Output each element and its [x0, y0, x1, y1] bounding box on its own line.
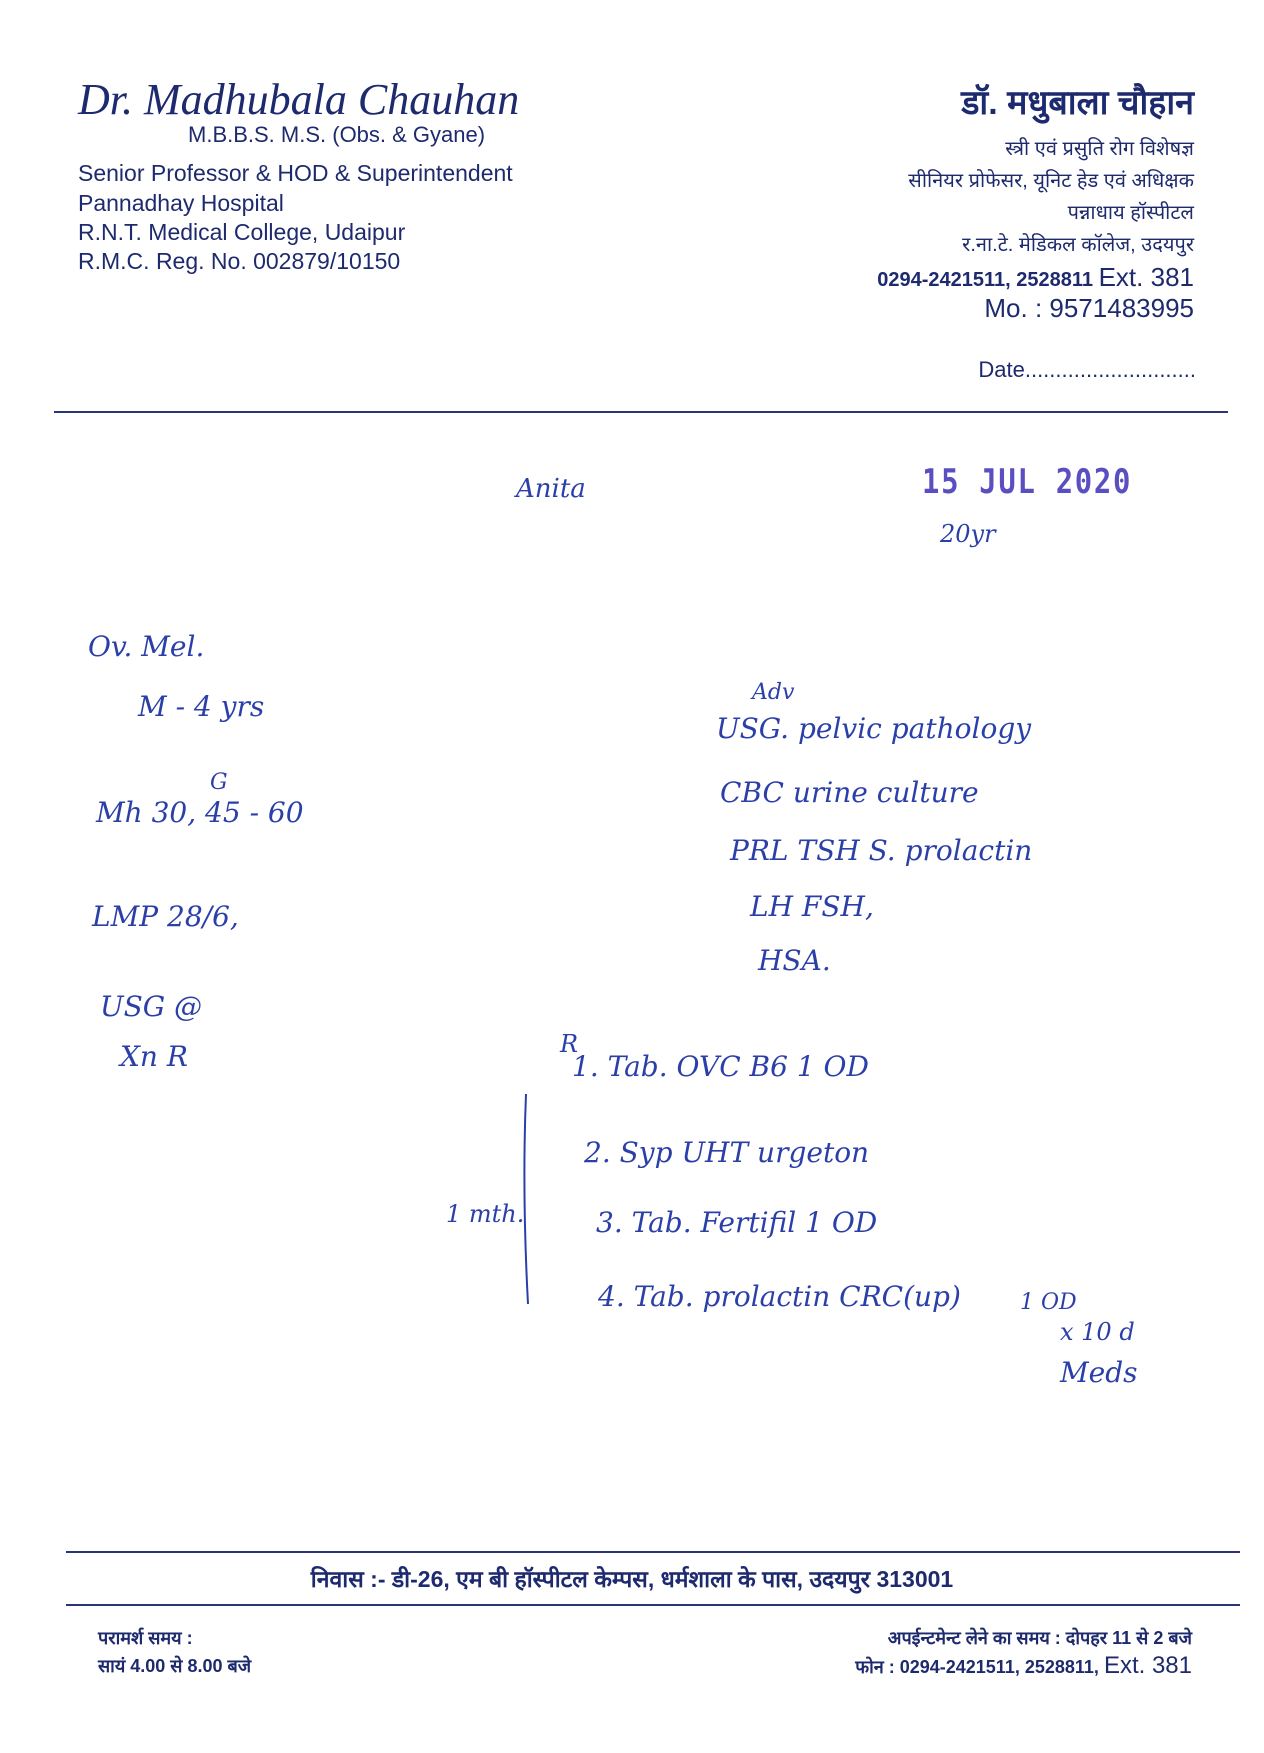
- note-prl-tsh: PRL TSH S. prolactin: [730, 834, 1033, 867]
- note-married: M - 4 yrs: [138, 690, 265, 723]
- note-cbc: CBC urine culture: [720, 776, 979, 809]
- patient-name: Anita: [516, 474, 586, 504]
- date-stamp: 15 JUL 2020: [922, 462, 1133, 502]
- rx-item-4: 4. Tab. prolactin CRC(up): [598, 1280, 961, 1313]
- note-lmp: LMP 28/6,: [92, 900, 239, 933]
- rx-trailing-dose: 1 OD: [1020, 1290, 1077, 1315]
- rx-item-2: 2. Syp UHT urgeton: [584, 1136, 870, 1169]
- note-usg: USG @: [100, 990, 203, 1023]
- phone-numbers: 0294-2421511, 2528811: [877, 269, 1094, 291]
- phone-line: [877, 262, 1194, 293]
- phone-ext: Ext. 381: [1098, 262, 1194, 292]
- residence-address: निवास :- डी-26, एम बी हॉस्पीटल केम्पस, धर्मशाला के पास, उदयपुर 313001: [310, 1566, 954, 1592]
- note-lh-fsh: LH FSH,: [750, 890, 874, 923]
- rx-trailing-duration: x 10 d: [1060, 1318, 1135, 1346]
- rx-symbol: R: [560, 1030, 579, 1058]
- patient-age: 20yr: [940, 520, 996, 548]
- date-field: Date............................: [978, 357, 1196, 382]
- appointment-time: अपईन्टमेन्ट लेने का समय : दोपहर 11 से 2 बजे: [887, 1628, 1192, 1648]
- footer-divider-top: [66, 1551, 1240, 1553]
- designation-hindi: सीनियर प्रोफेसर, यूनिट हेड एवं अधिक्षक: [908, 170, 1194, 192]
- rx-duration-label: 1 mth.: [446, 1200, 525, 1228]
- note-hsa: HSA.: [758, 944, 831, 977]
- note-xn: Xn R: [120, 1040, 188, 1073]
- hospital-hindi: पन्नाधाय हॉस्पीटल: [1067, 202, 1194, 224]
- footer-divider-bottom: [66, 1604, 1240, 1606]
- header-divider: [54, 411, 1228, 413]
- specialty-hindi: स्त्री एवं प्रसुति रोग विशेषज्ञ: [1005, 138, 1194, 160]
- hospital-line: Pannadhay Hospital: [78, 190, 284, 216]
- note-usg-pelvic: USG. pelvic pathology: [716, 712, 1032, 745]
- doctor-name-hindi: डॉ. मधुबाला चौहान: [961, 84, 1194, 122]
- doctor-name-english: Dr. Madhubala Chauhan: [78, 75, 520, 124]
- college-hindi: र.ना.टे. मेडिकल कॉलेज, उदयपुर: [962, 234, 1194, 256]
- footer-phone-ext: Ext. 381: [1103, 1652, 1192, 1679]
- doctor-degree: M.B.B.S. M.S. (Obs. & Gyane): [188, 122, 486, 147]
- registration-line: R.M.C. Reg. No. 002879/10150: [78, 248, 401, 274]
- consult-time: सायं 4.00 से 8.00 बजे: [98, 1656, 252, 1676]
- rx-trailing-meds: Meds: [1060, 1356, 1138, 1389]
- note-mh-superscript: G: [210, 770, 228, 795]
- note-advice: Adv: [752, 680, 795, 705]
- mobile-line: Mo. : 9571483995: [984, 293, 1194, 323]
- rx-item-3: 3. Tab. Fertifil 1 OD: [596, 1206, 878, 1239]
- rx-item-1: 1. Tab. OVC B6 1 OD: [572, 1050, 869, 1083]
- note-ov-mel: Ov. Mel.: [88, 630, 205, 663]
- rx-bracket: [520, 1092, 540, 1306]
- note-menstrual-history: Mh 30, 45 - 60: [96, 796, 304, 829]
- footer-phone-numbers: फोन : 0294-2421511, 2528811,: [855, 1657, 1099, 1677]
- college-line: R.N.T. Medical College, Udaipur: [78, 219, 406, 245]
- designation-line: Senior Professor & HOD & Superintendent: [78, 160, 513, 186]
- consult-label: परामर्श समय :: [98, 1628, 193, 1648]
- footer-phone: [855, 1652, 1192, 1680]
